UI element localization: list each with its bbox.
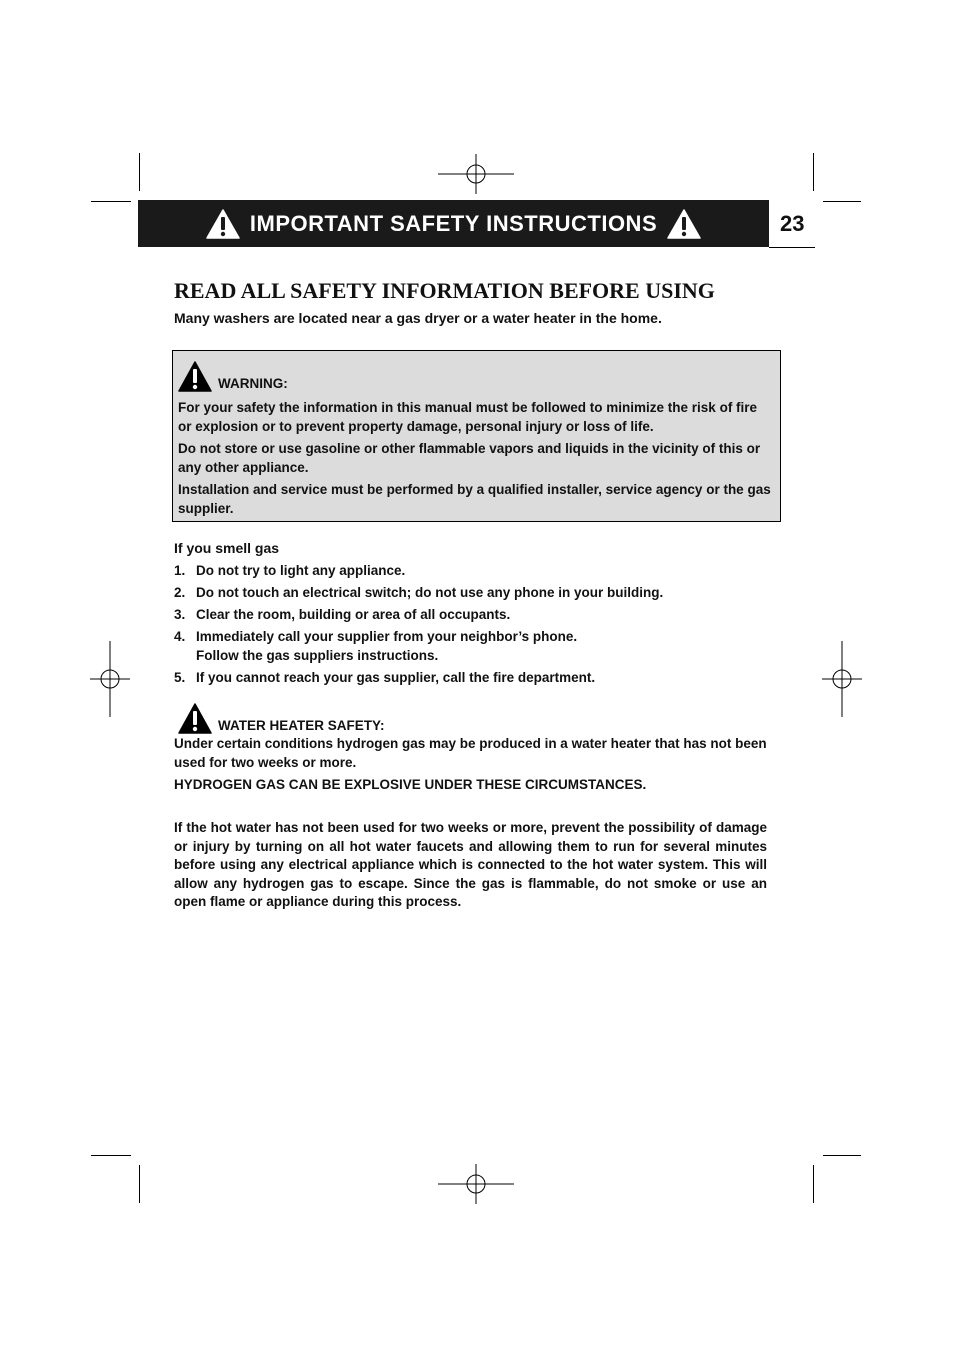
water-heater-heading <box>178 703 385 734</box>
gas-smell-title: If you smell gas <box>174 540 280 556</box>
warning-triangle-icon <box>178 361 212 392</box>
warning-label: WARNING: <box>218 376 288 391</box>
water-heater-caution: HYDROGEN GAS CAN BE EXPLOSIVE UNDER THESE CIRCUMSTANCES. <box>174 777 647 792</box>
intro-text: Many washers are located near a gas dryer or a water heater in the home. <box>174 310 662 326</box>
list-item: 4. Immediately call your supplier from your neighbor’s phone. Follow the gas suppliers instructions. <box>174 629 578 663</box>
page-number: 23 <box>780 211 805 236</box>
warning-paragraph: Do not store or use gasoline or other flammable vapors and liquids in the vicinity of this or any other appliance. <box>178 441 761 475</box>
gas-smell-steps <box>174 561 774 690</box>
warning-paragraph: Installation and service must be performed by a qualified installer, service agency or the gas supplier. <box>178 482 771 516</box>
crop-mark <box>823 1155 861 1156</box>
hot-water-instructions: If the hot water has not been used for two weeks or more, prevent the possibility of damage or injury by turning on all hot water faucets and allowing them to run for several minutes before using any electrical appliance which is connected to the hot water system. This will allow any hydrogen gas to escape. Since the gas is flammable, do not smoke or use an open flame or appliance during this process. <box>174 820 767 910</box>
list-item: 5. If you cannot reach your gas supplier, call the fire department. <box>174 670 596 685</box>
registration-mark-icon <box>804 641 880 717</box>
water-heater-paragraph: Under certain conditions hydrogen gas may be produced in a water heater that has not been used for two weeks or more. <box>174 736 767 770</box>
section-heading: READ ALL SAFETY INFORMATION BEFORE USING <box>174 278 715 303</box>
crop-mark <box>91 201 131 202</box>
crop-mark <box>813 153 814 191</box>
warning-triangle-icon <box>178 703 212 734</box>
page-title: IMPORTANT SAFETY INSTRUCTIONS <box>249 210 658 236</box>
registration-mark-icon <box>72 641 148 717</box>
list-item: 1. Do not try to light any appliance. <box>174 563 406 578</box>
warning-triangle-icon <box>667 209 701 239</box>
list-item: 3. Clear the room, building or area of all occupants. <box>174 607 511 622</box>
crop-mark <box>823 201 861 202</box>
registration-mark-icon <box>438 1146 514 1222</box>
warning-triangle-icon <box>206 209 240 239</box>
water-heater-text <box>174 734 774 797</box>
section-header <box>138 200 769 247</box>
crop-mark <box>91 1155 131 1156</box>
header-rule <box>769 247 815 248</box>
crop-mark <box>813 1165 814 1203</box>
water-heater-label: WATER HEATER SAFETY: <box>218 718 385 733</box>
crop-mark <box>139 153 140 191</box>
warning-box <box>172 350 781 522</box>
crop-mark <box>139 1165 140 1203</box>
list-item: 2. Do not touch an electrical switch; do not use any phone in your building. <box>174 585 664 600</box>
warning-paragraph: For your safety the information in this manual must be followed to minimize the risk of fire or explosion or to prevent property damage, personal injury or loss of life. <box>178 400 758 434</box>
